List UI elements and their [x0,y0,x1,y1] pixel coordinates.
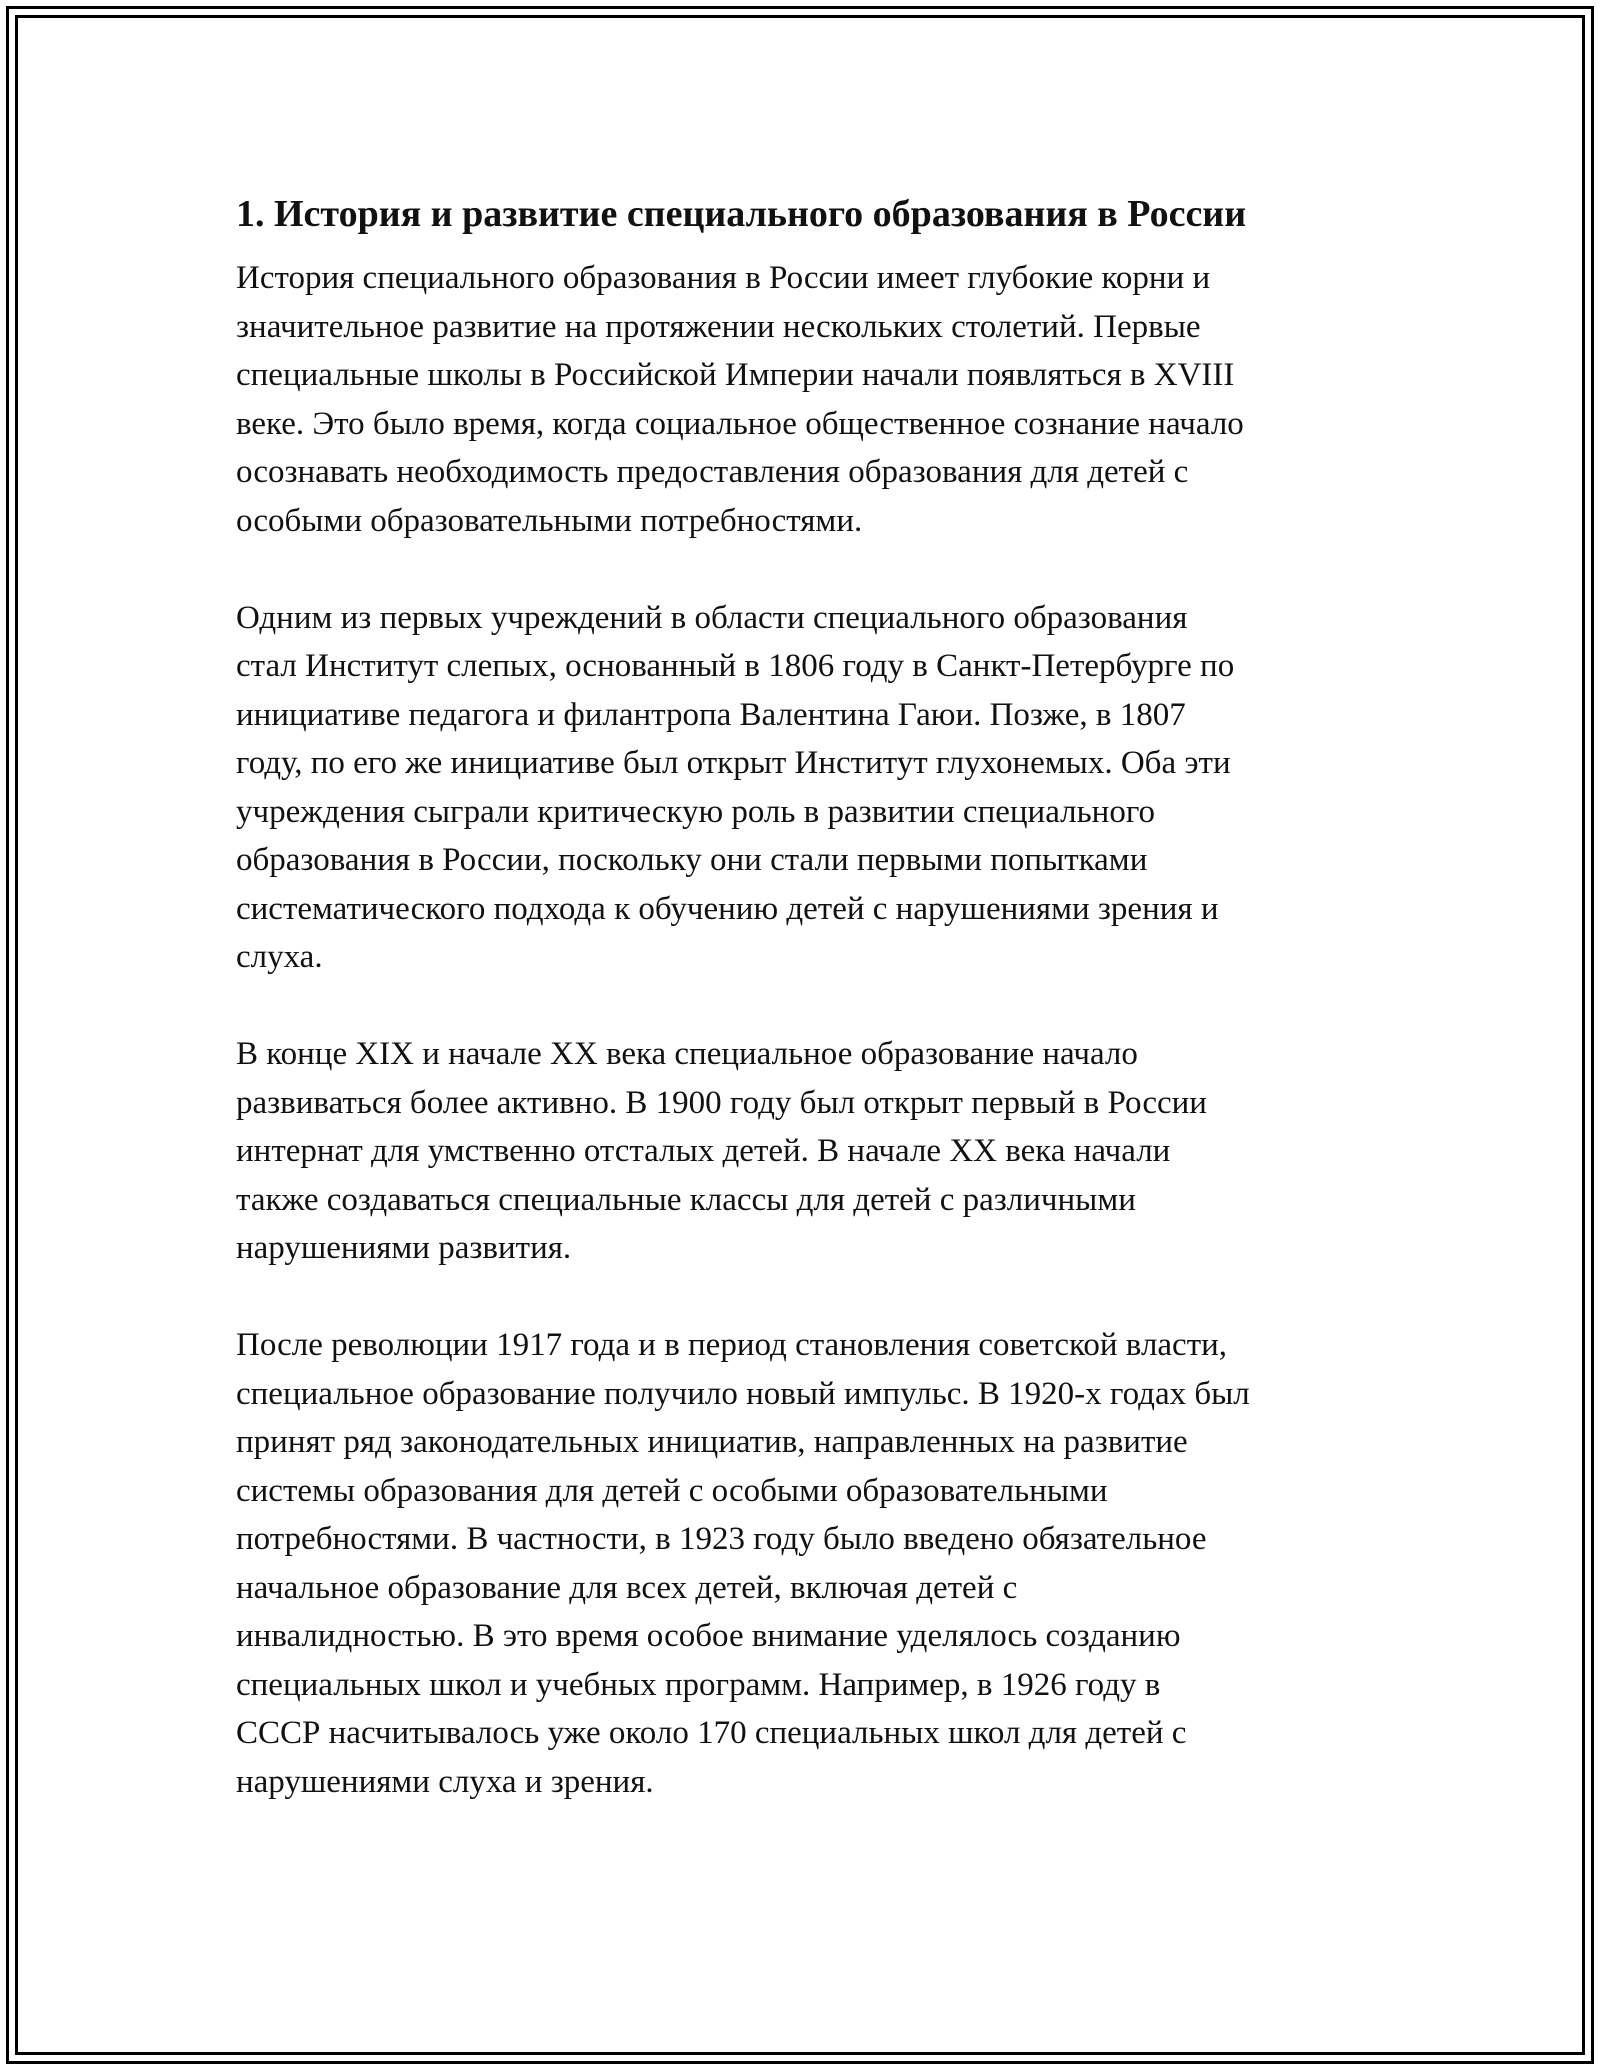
text-line: Одним из первых учреждений в области специального образования [236,599,1188,636]
document-body [236,186,1396,1855]
text-line: интернат для умственно отсталых детей. В начале XX века начали [236,1133,1171,1169]
text-line: учреждения сыграли критическую роль в развитии специального [236,793,1156,830]
text-line: особыми образовательными потребностями. [236,502,863,539]
text-line: инвалидностью. В это время особое внимание уделялось созданию [236,1618,1181,1654]
text-line: также создаваться специальные классы для детей с различными [236,1181,1136,1218]
paragraph-1 [236,254,1396,545]
text-line: После революции 1917 года и в период становления советской власти, [236,1327,1228,1363]
text-line: стал Институт слепых, основанный в 1806 году в Санкт-Петербурге по [236,648,1235,684]
text-line: В конце XIX и начале XX века специальное образование начало [236,1036,1138,1072]
text-line: СССР насчитывалось уже около 170 специальных школ для детей с [236,1715,1187,1751]
paragraph-4 [236,1321,1396,1806]
text-line: развиваться более активно. В 1900 году был открыт первый в России [236,1084,1207,1121]
text-line: принят ряд законодательных инициатив, направленных на развитие [236,1424,1188,1460]
text-line: специальных школ и учебных программ. Например, в 1926 году в [236,1666,1161,1703]
text-line: систематического подхода к обучению детей с нарушениями зрения и [236,890,1219,927]
text-line: инициативе педагога и филантропа Валентина Гаюи. Позже, в 1807 [236,696,1186,733]
text-line: образования в России, поскольку они стали первыми попытками [236,842,1148,878]
text-line: потребностями. В частности, в 1923 году было введено обязательное [236,1521,1207,1557]
paragraph-3 [236,1030,1396,1273]
text-line: нарушениями слуха и зрения. [236,1763,654,1800]
text-line: специальное образование получило новый импульс. В 1920-х годах был [236,1375,1250,1412]
text-line: веке. Это было время, когда социальное общественное сознание начало [236,405,1244,442]
text-line: осознавать необходимость предоставления образования для детей с [236,454,1189,490]
paragraph-2 [236,594,1396,982]
section-heading: 1. История и развитие специального образования в России [236,193,1247,235]
text-line: слуха. [236,939,323,975]
text-line: нарушениями развития. [236,1230,572,1266]
text-line: году, по его же инициативе был открыт Институт глухонемых. Оба эти [236,745,1231,781]
text-line: системы образования для детей с особыми образовательными [236,1472,1108,1509]
text-line: История специального образования в России имеет глубокие корни и [236,260,1211,296]
text-line: начальное образование для всех детей, включая детей с [236,1569,1018,1606]
text-line: специальные школы в Российской Империи начали появляться в XVIII [236,357,1235,393]
text-line: значительное развитие на протяжении нескольких столетий. Первые [236,308,1201,345]
